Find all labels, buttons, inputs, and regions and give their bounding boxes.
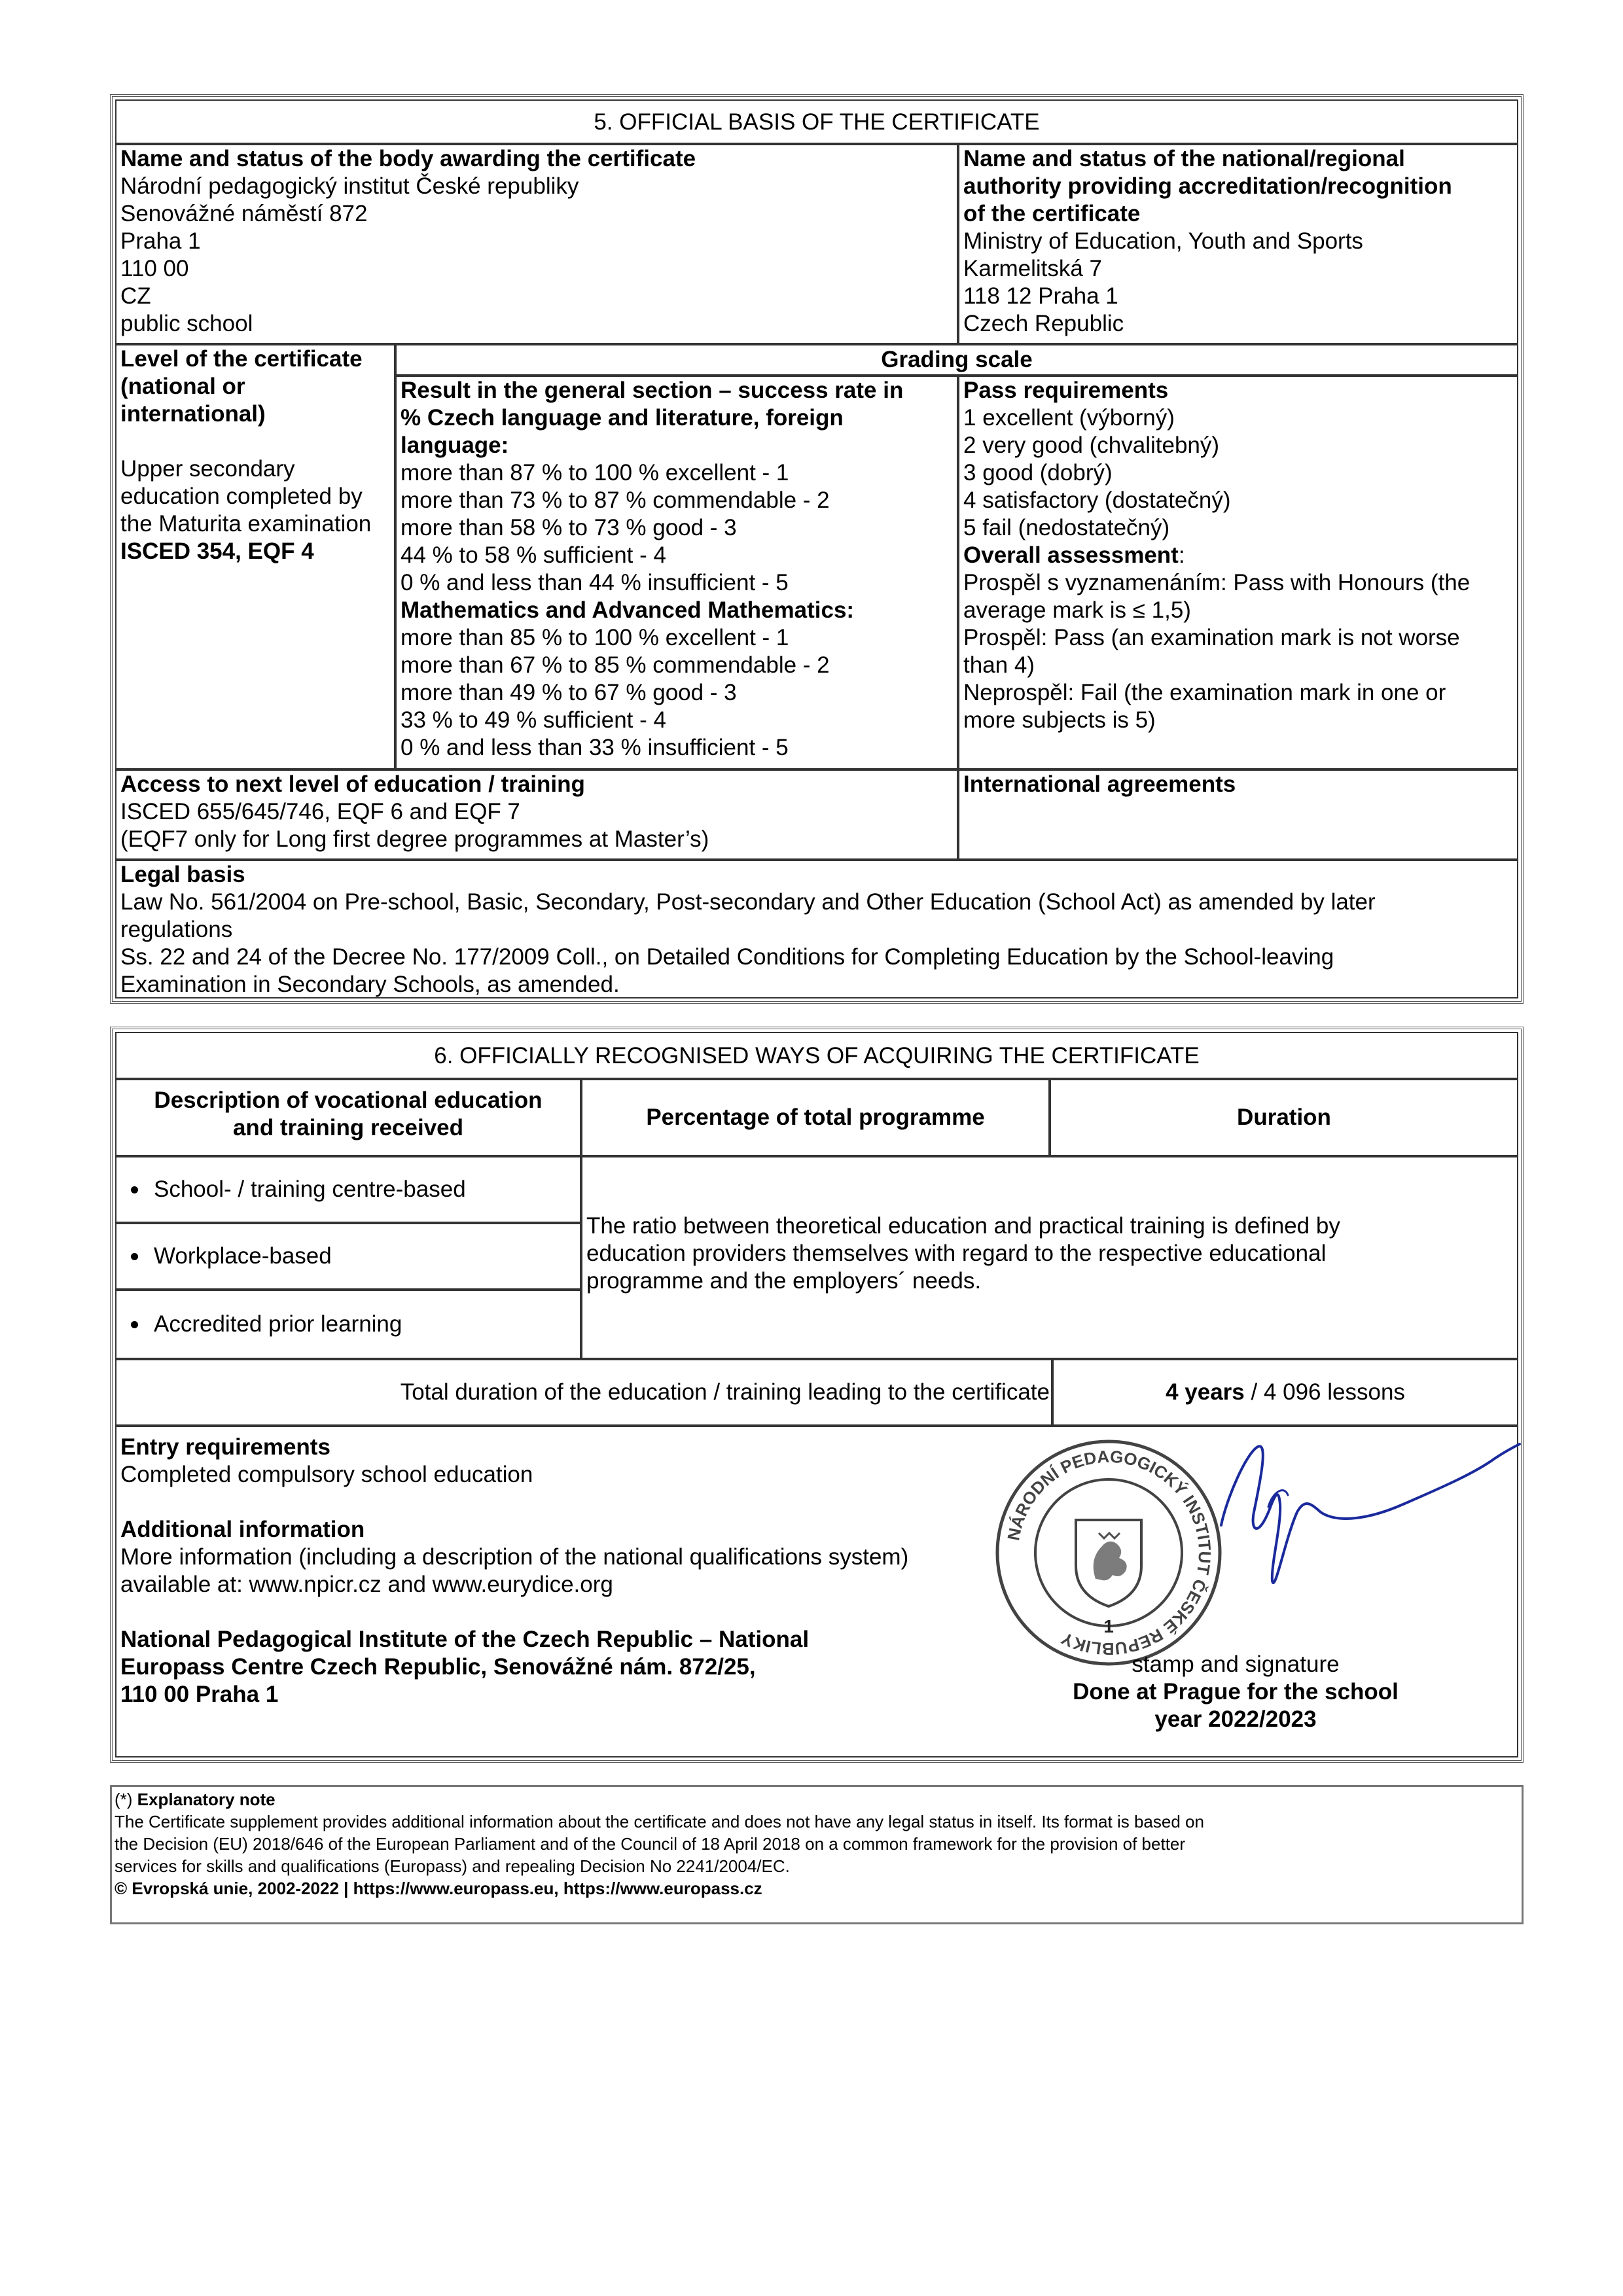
level-isced: ISCED 354, EQF 4 xyxy=(120,539,314,564)
pass-line: 3 good (dobrý) xyxy=(963,460,1113,486)
bullet-icon xyxy=(131,1253,138,1260)
awarding-body-line: 110 00 xyxy=(120,256,189,281)
general-section-cell xyxy=(395,376,958,769)
overall-line: Neprospěl: Fail (the examination mark in one or xyxy=(963,680,1446,705)
level-heading: Level of the certificate xyxy=(120,346,363,372)
level-cell xyxy=(115,344,395,769)
authority-heading: authority providing accreditation/recognition xyxy=(963,173,1452,199)
level-heading: (national or xyxy=(120,374,245,399)
note-heading: Explanatory note xyxy=(137,1790,276,1809)
math-line: more than 49 % to 67 % good - 3 xyxy=(401,680,737,705)
level-line: education completed by xyxy=(120,484,363,509)
authority-line: Ministry of Education, Youth and Sports xyxy=(963,228,1363,254)
general-line: 44 % to 58 % sufficient - 4 xyxy=(401,542,666,568)
additional-line: More information (including a description of the national qualifications system) xyxy=(120,1544,909,1570)
bullet-icon xyxy=(131,1186,138,1193)
math-heading: Mathematics and Advanced Mathematics: xyxy=(401,597,855,623)
pass-line: 2 very good (chvalitebný) xyxy=(963,433,1220,458)
entry-heading: Entry requirements xyxy=(120,1434,330,1460)
note-line: The Certificate supplement provides additional information about the certificate and does not have any legal status in itself. Its format is based on xyxy=(115,1812,1204,1831)
general-line: more than 58 % to 73 % good - 3 xyxy=(401,515,737,540)
total-duration-value xyxy=(1052,1359,1518,1426)
overall-colon: : xyxy=(1178,542,1185,568)
level-line: Upper secondary xyxy=(120,456,295,482)
access-cell xyxy=(115,769,958,860)
awarding-body-line: public school xyxy=(120,311,253,336)
pass-line: 5 fail (nedostatečný) xyxy=(963,515,1170,540)
legal-basis-cell xyxy=(115,860,1518,998)
col-description-line: Description of vocational education xyxy=(154,1087,543,1113)
stamp-label: stamp and signature xyxy=(1132,1651,1340,1677)
math-line: 33 % to 49 % sufficient - 4 xyxy=(401,707,666,733)
authority-line: 118 12 Praha 1 xyxy=(963,283,1118,309)
awarding-body-line: Národní pedagogický institut České republiky xyxy=(120,173,579,199)
general-heading: Result in the general section – success rate in xyxy=(401,378,904,403)
total-lessons: / 4 096 lessons xyxy=(1244,1379,1405,1405)
grading-scale-heading: Grading scale xyxy=(395,344,1518,376)
math-line: 0 % and less than 33 % insufficient - 5 xyxy=(401,735,789,760)
way-item xyxy=(115,1290,581,1359)
authority-heading: Name and status of the national/regional xyxy=(963,146,1405,171)
overall-line: average mark is ≤ 1,5) xyxy=(963,597,1191,623)
way-label: School- / training centre-based xyxy=(154,1176,466,1202)
general-heading: language: xyxy=(401,433,509,458)
overall-heading: Overall assessment xyxy=(963,542,1179,568)
access-line: ISCED 655/645/746, EQF 6 and EQF 7 xyxy=(120,799,520,824)
done-line: year 2022/2023 xyxy=(1154,1706,1317,1732)
general-line: more than 73 % to 87 % commendable - 2 xyxy=(401,487,830,513)
col-percentage-header: Percentage of total programme xyxy=(581,1079,1050,1156)
section-6-ways-of-acquiring xyxy=(110,1027,1524,1763)
overall-line: more subjects is 5) xyxy=(963,707,1156,733)
math-line: more than 67 % to 85 % commendable - 2 xyxy=(401,652,830,678)
way-item xyxy=(115,1156,581,1223)
math-line: more than 85 % to 100 % excellent - 1 xyxy=(401,625,789,650)
npi-line: Europass Centre Czech Republic, Senovážné nám. 872/25, xyxy=(120,1654,756,1680)
col-description-header xyxy=(115,1079,581,1156)
stamp-number: 1 xyxy=(1103,1616,1114,1636)
legal-line: Examination in Secondary Schools, as amended. xyxy=(120,972,620,997)
additional-line: available at: www.npicr.cz and www.eurydice.org xyxy=(120,1572,613,1597)
signature-icon xyxy=(1207,1427,1547,1591)
col-duration-header: Duration xyxy=(1050,1079,1518,1156)
entry-text: Completed compulsory school education xyxy=(120,1462,533,1487)
done-line: Done at Prague for the school xyxy=(1073,1679,1399,1704)
authority-heading: of the certificate xyxy=(963,201,1141,226)
overall-line: than 4) xyxy=(963,652,1035,678)
legal-heading: Legal basis xyxy=(120,862,245,887)
overall-line: Prospěl s vyznamenáním: Pass with Honours (the xyxy=(963,570,1471,595)
ratio-line: programme and the employers´ needs. xyxy=(586,1268,982,1294)
col-description-line: and training received xyxy=(232,1115,464,1140)
section-6-title: 6. OFFICIALLY RECOGNISED WAYS OF ACQUIRING THE CERTIFICATE xyxy=(115,1032,1518,1079)
general-heading: % Czech language and literature, foreign xyxy=(401,405,844,431)
total-years: 4 years xyxy=(1166,1379,1245,1405)
way-item xyxy=(115,1223,581,1290)
pass-heading: Pass requirements xyxy=(963,378,1169,403)
awarding-body-heading: Name and status of the body awarding the certificate xyxy=(120,146,696,171)
access-line: (EQF7 only for Long first degree programmes at Master’s) xyxy=(120,826,709,852)
authority-cell xyxy=(958,144,1518,344)
awarding-body-line: CZ xyxy=(120,283,151,309)
section-5-official-basis xyxy=(110,94,1524,1004)
explanatory-note xyxy=(110,1785,1524,1924)
international-agreements-cell xyxy=(958,769,1518,860)
official-stamp-icon xyxy=(991,1435,1226,1670)
npi-line: National Pedagogical Institute of the Czech Republic – National xyxy=(120,1627,810,1652)
note-prefix: (*) xyxy=(115,1790,137,1809)
general-line: more than 87 % to 100 % excellent - 1 xyxy=(401,460,789,486)
authority-line: Czech Republic xyxy=(963,311,1124,336)
way-label: Workplace-based xyxy=(154,1243,332,1269)
overall-line: Prospěl: Pass (an examination mark is not worse xyxy=(963,625,1460,650)
awarding-body-line: Senovážné náměstí 872 xyxy=(120,201,368,226)
section-5-title: 5. OFFICIAL BASIS OF THE CERTIFICATE xyxy=(115,99,1518,144)
ratio-cell xyxy=(581,1156,1518,1359)
legal-line: regulations xyxy=(120,917,233,942)
level-line: the Maturita examination xyxy=(120,511,372,537)
awarding-body-cell xyxy=(115,144,958,344)
additional-heading: Additional information xyxy=(120,1517,365,1542)
pass-line: 1 excellent (výborný) xyxy=(963,405,1175,431)
total-duration-label: Total duration of the education / training leading to the certificate xyxy=(115,1359,1052,1426)
stamp-signature-block xyxy=(1052,1651,1419,1733)
stamp-text: NÁRODNÍ PEDAGOGICKÝ INSTITUT ČESKÉ REPUBLIKY xyxy=(1003,1446,1215,1659)
legal-line: Law No. 561/2004 on Pre-school, Basic, Secondary, Post-secondary and Other Education (School Act) as amended by later xyxy=(120,889,1376,915)
entry-and-additional-cell xyxy=(115,1426,1518,1757)
general-line: 0 % and less than 44 % insufficient - 5 xyxy=(401,570,789,595)
international-heading: International agreements xyxy=(963,771,1236,797)
note-line: services for skills and qualifications (Europass) and repealing Decision No 2241/2004/EC. xyxy=(115,1856,790,1876)
pass-requirements-cell xyxy=(958,376,1518,769)
ratio-line: education providers themselves with regard to the respective educational xyxy=(586,1241,1327,1266)
note-line: the Decision (EU) 2018/646 of the European Parliament and of the Council of 18 April 2018 on a common framework for the provision of better xyxy=(115,1834,1186,1854)
way-label: Accredited prior learning xyxy=(154,1311,402,1337)
access-heading: Access to next level of education / training xyxy=(120,771,585,797)
legal-line: Ss. 22 and 24 of the Decree No. 177/2009 Coll., on Detailed Conditions for Completing Education by the School-leaving xyxy=(120,944,1334,970)
level-heading: international) xyxy=(120,401,266,427)
pass-line: 4 satisfactory (dostatečný) xyxy=(963,487,1231,513)
npi-line: 110 00 Praha 1 xyxy=(120,1682,279,1707)
ratio-line: The ratio between theoretical education and practical training is defined by xyxy=(586,1213,1340,1239)
awarding-body-line: Praha 1 xyxy=(120,228,201,254)
authority-line: Karmelitská 7 xyxy=(963,256,1103,281)
bullet-icon xyxy=(131,1321,138,1328)
note-copyright: © Evropská unie, 2002-2022 | https://www.europass.eu, https://www.europass.cz xyxy=(115,1879,762,1898)
